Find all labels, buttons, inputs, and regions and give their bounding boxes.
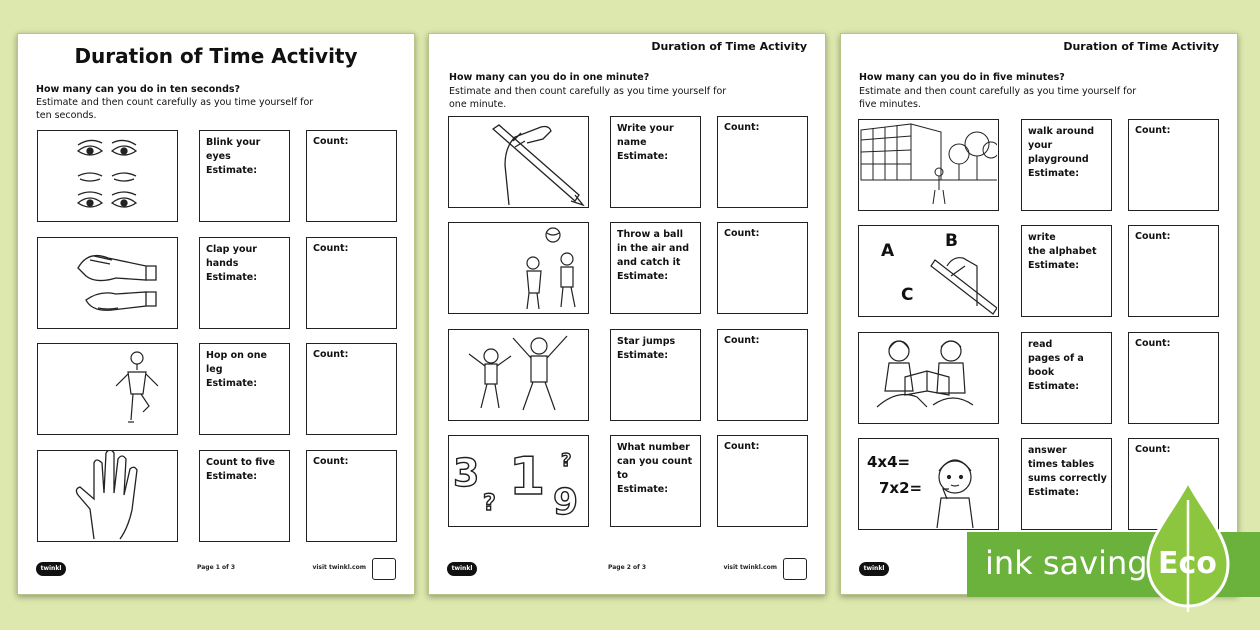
site-link[interactable]: visit twinkl.com — [723, 564, 777, 571]
question: How many can you do in five minutes? — [859, 72, 1065, 83]
picture-box — [858, 119, 999, 211]
task-label — [1028, 125, 1107, 181]
task-label — [206, 243, 285, 285]
count-label: Count: — [724, 335, 760, 346]
count-label: Count: — [313, 136, 349, 147]
count-label: Count: — [724, 228, 760, 239]
estimate-label: Estimate: — [206, 272, 258, 283]
page-title: Duration of Time Activity — [1063, 40, 1219, 53]
task-text: Count to five — [206, 457, 275, 468]
estimate-label: Estimate: — [1028, 487, 1080, 498]
task-box — [199, 130, 290, 222]
page-footer — [36, 558, 396, 580]
eco-badge-text: Eco — [1158, 546, 1217, 581]
task-text: Hop on one leg — [206, 350, 267, 375]
task-box — [610, 116, 701, 208]
picture-box — [448, 435, 589, 527]
task-box — [199, 237, 290, 329]
task-label — [617, 122, 696, 164]
estimate-label: Estimate: — [1028, 381, 1080, 392]
girl-hopping-icon — [38, 344, 176, 433]
picture-box — [448, 116, 589, 208]
task-text: Blink your eyes — [206, 137, 261, 162]
alphabet-icon — [859, 226, 997, 315]
twinkl-logo: twinkl — [859, 562, 889, 576]
count-label: Count: — [1135, 125, 1171, 136]
task-label — [1028, 231, 1107, 273]
task-text: in the air and — [617, 243, 690, 254]
estimate-label: Estimate: — [1028, 168, 1080, 179]
task-box — [1021, 438, 1112, 530]
quality-badge-icon — [783, 558, 807, 580]
page-footer — [447, 558, 807, 580]
task-text: the alphabet — [1028, 246, 1097, 257]
task-box — [610, 435, 701, 527]
svg-text:1: 1 — [509, 447, 546, 507]
page-title: Duration of Time Activity — [651, 40, 807, 53]
hand-icon — [38, 451, 176, 540]
estimate-label: Estimate: — [206, 165, 258, 176]
picture-box — [37, 343, 178, 435]
task-text: Clap your hands — [206, 244, 257, 269]
estimate-label: Estimate: — [617, 350, 669, 361]
task-label — [206, 456, 285, 484]
picture-box — [858, 225, 999, 317]
count-label: Count: — [724, 122, 760, 133]
svg-text:?: ? — [561, 450, 572, 471]
task-text: answer — [1028, 445, 1067, 456]
count-box[interactable] — [306, 450, 397, 542]
task-box — [199, 450, 290, 542]
letter-b: B — [945, 231, 958, 251]
count-label: Count: — [724, 441, 760, 452]
worksheet-page-2 — [428, 33, 826, 595]
task-label — [617, 228, 696, 284]
picture-box — [37, 130, 178, 222]
reading-children-icon — [859, 333, 997, 422]
eyes-icon — [38, 131, 176, 220]
task-label — [1028, 444, 1107, 500]
count-box[interactable] — [1128, 225, 1219, 317]
count-label: Count: — [1135, 444, 1171, 455]
task-box — [1021, 119, 1112, 211]
picture-box — [858, 332, 999, 424]
task-text: and catch it — [617, 257, 681, 268]
estimate-label: Estimate: — [1028, 260, 1080, 271]
task-text: can you count to — [617, 456, 693, 481]
count-box[interactable] — [717, 435, 808, 527]
task-box — [1021, 332, 1112, 424]
times-tables-icon — [859, 439, 997, 528]
task-label — [617, 441, 696, 497]
instruction-line-2: five minutes. — [859, 99, 921, 110]
count-box[interactable] — [1128, 332, 1219, 424]
star-jumps-icon — [449, 330, 587, 419]
task-text: sums correctly — [1028, 473, 1107, 484]
task-text: pages of a book — [1028, 353, 1084, 378]
task-box — [1021, 225, 1112, 317]
sum-1: 4x4= — [867, 453, 911, 471]
picture-box — [37, 237, 178, 329]
svg-text:?: ? — [483, 491, 496, 516]
instruction-line-1: Estimate and then count carefully as you time yourself for — [449, 86, 727, 97]
question: How many can you do in ten seconds? — [36, 84, 241, 95]
picture-box — [448, 222, 589, 314]
picture-box — [858, 438, 999, 530]
count-label: Count: — [313, 349, 349, 360]
instruction-line-1: Estimate and then count carefully as you time yourself for — [36, 97, 314, 108]
task-text: What number — [617, 442, 690, 453]
page-title: Duration of Time Activity — [74, 44, 358, 68]
playground-icon — [859, 120, 997, 209]
estimate-label: Estimate: — [617, 484, 669, 495]
svg-text:9: 9 — [553, 482, 579, 523]
children-ball-icon — [449, 223, 587, 312]
count-box[interactable] — [717, 329, 808, 421]
count-label: Count: — [1135, 231, 1171, 242]
numbers-icon — [449, 436, 587, 525]
instruction-line-1: Estimate and then count carefully as you time yourself for — [859, 86, 1137, 97]
task-label — [1028, 338, 1107, 394]
picture-box — [448, 329, 589, 421]
task-text: walk around — [1028, 126, 1095, 137]
task-box — [610, 222, 701, 314]
estimate-label: Estimate: — [206, 471, 258, 482]
task-text: read — [1028, 339, 1053, 350]
worksheet-page-1 — [17, 33, 415, 595]
count-box[interactable] — [717, 116, 808, 208]
task-label — [206, 136, 285, 178]
svg-text:3: 3 — [453, 451, 480, 495]
estimate-label: Estimate: — [617, 151, 669, 162]
twinkl-logo: twinkl — [447, 562, 477, 576]
hand-writing-icon — [449, 117, 587, 206]
twinkl-logo: twinkl — [36, 562, 66, 576]
quality-badge-icon — [372, 558, 396, 580]
task-box — [610, 329, 701, 421]
site-link[interactable]: visit twinkl.com — [312, 564, 366, 571]
task-text: Star jumps — [617, 336, 676, 347]
page-number: Page 2 of 3 — [608, 564, 646, 571]
task-label — [206, 349, 285, 391]
instruction-line-2: one minute. — [449, 99, 507, 110]
count-box[interactable] — [306, 343, 397, 435]
estimate-label: Estimate: — [617, 271, 669, 282]
task-text: Throw a ball — [617, 229, 683, 240]
task-text: times tables — [1028, 459, 1095, 470]
estimate-label: Estimate: — [206, 378, 258, 389]
count-box[interactable] — [306, 237, 397, 329]
picture-box — [37, 450, 178, 542]
task-text: write — [1028, 232, 1056, 243]
ink-saving-text: ink saving — [985, 544, 1148, 582]
page-number: Page 1 of 3 — [197, 564, 235, 571]
task-text: Write your name — [617, 123, 674, 148]
count-label: Count: — [1135, 338, 1171, 349]
count-label: Count: — [313, 456, 349, 467]
count-box[interactable] — [717, 222, 808, 314]
task-box — [199, 343, 290, 435]
sum-2: 7x2= — [879, 479, 923, 497]
task-label — [617, 335, 696, 363]
count-box[interactable] — [306, 130, 397, 222]
letter-a: A — [881, 241, 895, 261]
instruction-line-2: ten seconds. — [36, 110, 97, 121]
clapping-hands-icon — [38, 238, 176, 327]
count-box[interactable] — [1128, 119, 1219, 211]
count-label: Count: — [313, 243, 349, 254]
letter-c: C — [901, 285, 914, 305]
task-text: your playground — [1028, 140, 1089, 165]
question: How many can you do in one minute? — [449, 72, 650, 83]
